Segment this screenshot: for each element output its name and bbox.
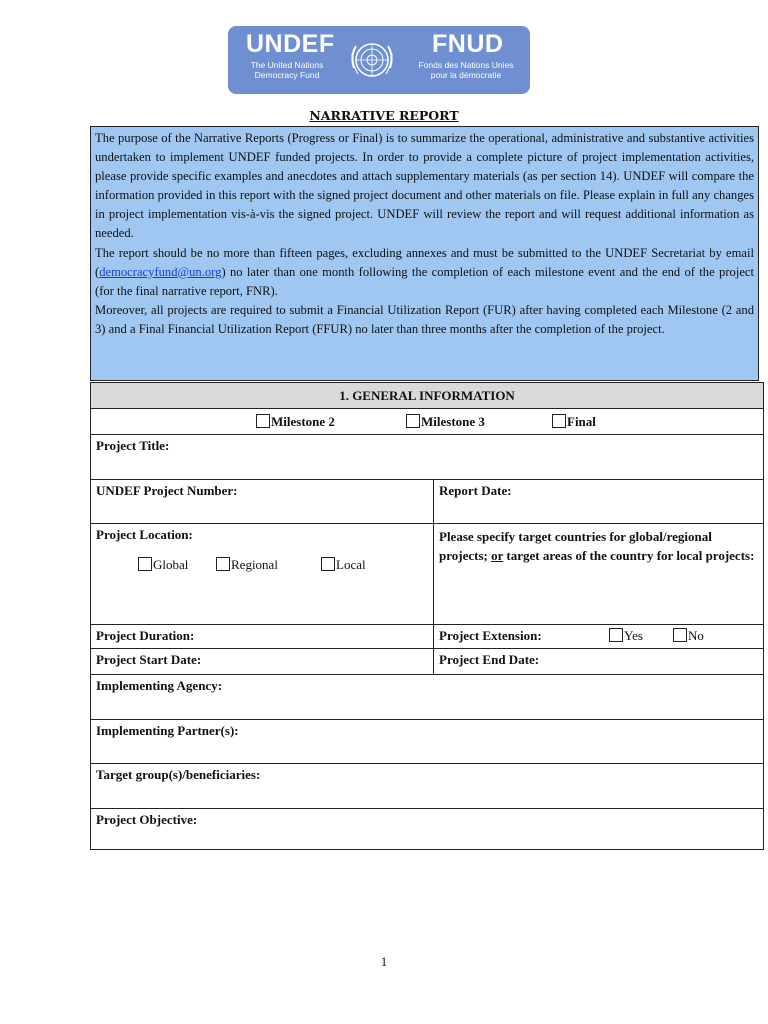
project-number-field[interactable]: UNDEF Project Number: — [91, 480, 434, 524]
checkbox-icon[interactable] — [256, 414, 270, 428]
regional-option[interactable]: Regional — [216, 557, 321, 573]
global-option[interactable]: Global — [138, 557, 216, 573]
checkbox-icon[interactable] — [552, 414, 566, 428]
project-location-field[interactable] — [91, 524, 434, 625]
general-information-table — [90, 382, 764, 850]
logo-undef-subtitle: The United Nations Democracy Fund — [250, 60, 324, 80]
project-duration-field[interactable]: Project Duration: — [91, 625, 434, 649]
intro-box — [90, 126, 759, 381]
checkbox-icon[interactable] — [216, 557, 230, 571]
checkbox-icon[interactable] — [138, 557, 152, 571]
local-option[interactable]: Local — [321, 557, 366, 573]
report-title: NARRATIVE REPORT — [309, 108, 459, 123]
logo-fnud-subtitle: Fonds des Nations Unies pour la démocratie — [418, 60, 514, 80]
target-groups-field[interactable]: Target group(s)/beneficiaries: — [91, 764, 764, 809]
milestone-2-option[interactable]: Milestone 2 — [256, 414, 406, 430]
project-start-date-field[interactable]: Project Start Date: — [91, 649, 434, 675]
location-options — [96, 557, 428, 573]
section-heading: 1. GENERAL INFORMATION — [91, 383, 764, 409]
project-location-label: Project Location: — [96, 527, 193, 542]
project-title-field[interactable]: Project Title: — [91, 435, 764, 480]
intro-p2-text: The report should be no more than fifteen pages, excluding annexes and must be submitted to the UNDEF Secretariat by email ( — [95, 245, 754, 279]
intro-paragraph-3: Moreover, all projects are required to submit a Financial Utilization Report (FUR) after having completed each Milestone (2 and 3) and a Final Financial Utilization Report (FFUR) no later than three months after the completion of the project. — [95, 302, 754, 336]
checkbox-icon[interactable] — [321, 557, 335, 571]
milestone-3-option[interactable]: Milestone 3 — [406, 414, 552, 430]
checkbox-icon[interactable] — [673, 628, 687, 642]
undef-logo — [228, 26, 530, 94]
final-option[interactable]: Final — [552, 414, 596, 430]
target-countries-field[interactable]: Please specify target countries for global/regional projects; or target areas of the country for local projects: — [434, 524, 764, 625]
logo-undef-text: UNDEF — [246, 30, 335, 58]
logo-fnud-text: FNUD — [432, 30, 504, 58]
checkbox-icon[interactable] — [406, 414, 420, 428]
checkbox-icon[interactable] — [609, 628, 623, 642]
project-objective-field[interactable]: Project Objective: — [91, 809, 764, 850]
milestone-row — [91, 409, 764, 435]
project-end-date-field[interactable]: Project End Date: — [434, 649, 764, 675]
implementing-agency-field[interactable]: Implementing Agency: — [91, 675, 764, 720]
project-extension-label: Project Extension: — [439, 628, 542, 643]
extension-yes-option[interactable]: Yes — [609, 628, 673, 644]
un-emblem-icon — [346, 34, 398, 86]
implementing-partners-field[interactable]: Implementing Partner(s): — [91, 720, 764, 764]
email-link[interactable]: democracyfund@un.org — [99, 264, 222, 279]
intro-paragraph-2 — [95, 244, 754, 301]
extension-no-option[interactable]: No — [673, 628, 704, 644]
intro-paragraph-1: The purpose of the Narrative Reports (Progress or Final) is to summarize the operational, administrative and substantive activities undertaken to implement UNDEF funded projects. In order to provide a complete picture of project implementation activities, please provide specific examples and anecdotes and attach supplementary materials (as per section 14). UNDEF will compare the information provided in this report with the signed project document and other materials on file. Please explain in full any changes in project implementation vis-à-vis the signed project. UNDEF will review the report and will request additional information as needed. — [95, 131, 754, 241]
project-extension-field[interactable] — [434, 625, 764, 649]
intro-p2-text-end: ) no later than one month following the completion of each milestone event and the end of the project (for the final narrative report, FNR). — [95, 264, 754, 298]
report-date-field[interactable]: Report Date: — [434, 480, 764, 524]
page-number: 1 — [380, 954, 388, 969]
